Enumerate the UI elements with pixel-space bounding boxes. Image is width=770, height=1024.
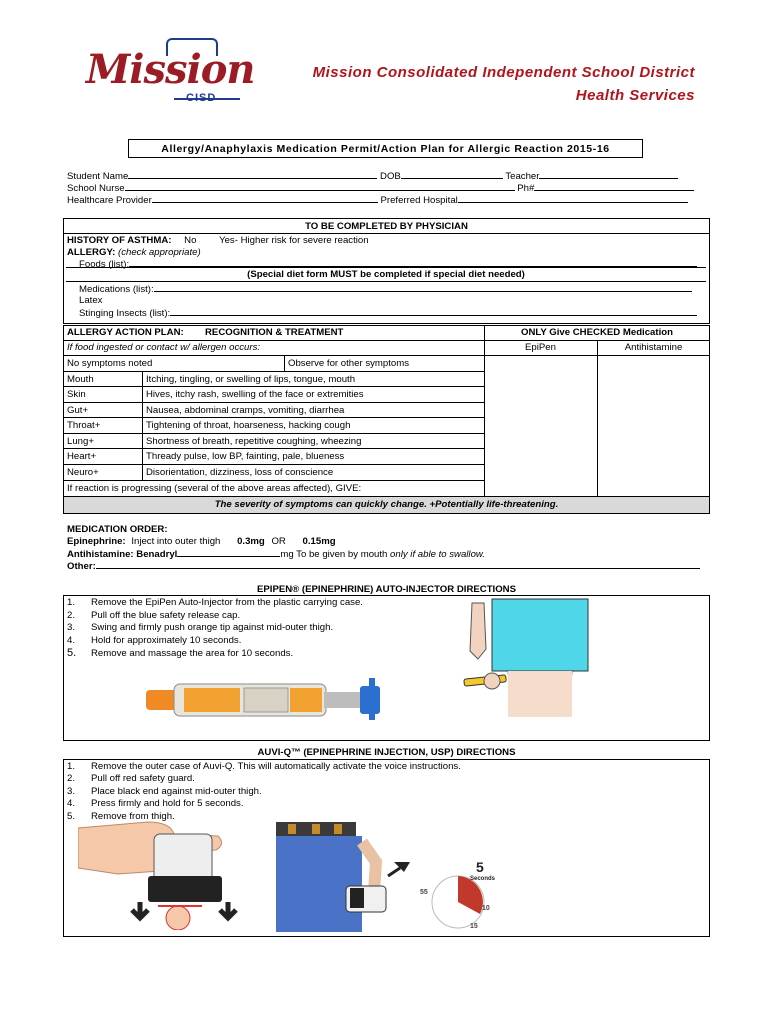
epipen-step: 1. Remove the EpiPen Auto-Injector from the plastic carrying case. bbox=[67, 597, 363, 608]
mission-cisd-logo bbox=[82, 36, 255, 108]
teacher-field[interactable] bbox=[539, 170, 678, 179]
action-plan-label: ALLERGY ACTION PLAN: bbox=[67, 327, 184, 338]
symptom-area: Neuro+ bbox=[67, 467, 99, 478]
symptom-description: Nausea, abdominal cramps, vomiting, diarrhea bbox=[146, 405, 345, 416]
symptom-description: Tightening of throat, hoarseness, hacking cough bbox=[146, 420, 351, 431]
table-divider bbox=[142, 371, 143, 480]
epipen-heading: EPIPEN® (EPINEPHRINE) AUTO-INJECTOR DIRECTIONS bbox=[256, 584, 517, 595]
timer-five: 5 bbox=[476, 859, 484, 875]
symptom-description: Hives, itchy rash, swelling of the face or extremities bbox=[146, 389, 364, 400]
asthma-yes-option[interactable]: Yes- Higher risk for severe reaction bbox=[219, 235, 369, 246]
student-name-label: Student Name bbox=[67, 171, 129, 182]
department-name: Health Services bbox=[575, 87, 695, 104]
timer-55: 55 bbox=[420, 889, 428, 896]
symptom-description: Shortness of breath, repetitive coughing, wheezing bbox=[146, 436, 362, 447]
student-name-field[interactable] bbox=[128, 170, 377, 179]
hospital-field[interactable] bbox=[458, 194, 688, 203]
antihistamine-row bbox=[67, 548, 485, 560]
severity-warning: The severity of symptoms can quickly change. +Potentially life-threatening. bbox=[214, 499, 559, 510]
auviq-heading: AUVI-Q™ (EPINEPHRINE INJECTION, USP) DIRECTIONS bbox=[257, 747, 516, 758]
antihistamine-label: Antihistamine: Benadryl bbox=[67, 549, 178, 560]
epipen-column-label: EpiPen bbox=[525, 342, 556, 353]
auviq-step: 1. Remove the outer case of Auvi-Q. This will automatically activate the voice instructions. bbox=[67, 761, 461, 772]
provider-label: Healthcare Provider bbox=[67, 195, 152, 206]
special-diet-note: (Special diet form MUST be completed if special diet needed) bbox=[66, 267, 706, 282]
epinephrine-row bbox=[67, 536, 336, 547]
recognition-label: RECOGNITION & TREATMENT bbox=[205, 327, 344, 338]
form-title: Allergy/Anaphylaxis Medication Permit/Action Plan for Allergic Reaction 2015-16 bbox=[128, 139, 643, 158]
phone-field[interactable] bbox=[534, 182, 694, 191]
auviq-timer-image bbox=[418, 858, 498, 932]
insects-row bbox=[79, 307, 697, 319]
foods-label: Foods (list): bbox=[79, 259, 130, 270]
dose-option-015[interactable]: 0.15mg bbox=[302, 536, 336, 547]
asthma-no-option[interactable]: No bbox=[184, 235, 197, 246]
no-symptoms-label: No symptoms noted bbox=[67, 358, 153, 369]
allergy-row bbox=[67, 247, 201, 258]
antihistamine-column-label: Antihistamine bbox=[624, 342, 683, 353]
asthma-row bbox=[67, 235, 369, 246]
school-nurse-label: School Nurse bbox=[67, 183, 125, 194]
latex-option[interactable]: Latex bbox=[79, 295, 103, 306]
epipen-device-image bbox=[144, 670, 384, 728]
insects-field[interactable] bbox=[170, 307, 697, 316]
epipen-steps bbox=[67, 597, 363, 661]
epipen-step: 5. Remove and massage the area for 10 seconds. bbox=[67, 647, 294, 659]
auviq-leg-image bbox=[276, 822, 416, 932]
medications-row bbox=[79, 283, 692, 295]
observe-label: Observe for other symptoms bbox=[288, 358, 410, 369]
progressing-label: If reaction is progressing (several of the above areas affected), GIVE: bbox=[67, 483, 362, 494]
dose-option-03[interactable]: 0.3mg bbox=[237, 536, 265, 547]
symptom-area: Throat+ bbox=[67, 420, 101, 431]
symptom-area: Skin bbox=[67, 389, 86, 400]
if-food-label: If food ingested or contact w/ allergen occurs: bbox=[67, 342, 261, 353]
auviq-steps bbox=[67, 761, 461, 823]
epipen-step: 4. Hold for approximately 10 seconds. bbox=[67, 634, 242, 646]
timer-15: 15 bbox=[470, 923, 478, 930]
other-field[interactable] bbox=[96, 560, 700, 569]
epipen-step: 3. Swing and firmly push orange tip against mid-outer thigh. bbox=[67, 622, 334, 633]
epipen-thigh-image bbox=[456, 597, 606, 717]
logo-wordmark: Mission bbox=[86, 46, 255, 93]
student-row bbox=[67, 170, 678, 182]
foods-field[interactable] bbox=[129, 258, 697, 267]
medication-order-heading: MEDICATION ORDER: bbox=[67, 524, 168, 535]
table-divider bbox=[284, 355, 285, 371]
school-nurse-field[interactable] bbox=[125, 182, 515, 191]
medications-label: Medications (list): bbox=[79, 284, 154, 295]
symptom-area: Lung+ bbox=[67, 436, 94, 447]
allergy-note: (check appropriate) bbox=[118, 247, 201, 258]
table-divider bbox=[597, 340, 598, 496]
teacher-label: Teacher bbox=[505, 171, 540, 182]
timer-10: 10 bbox=[482, 905, 490, 912]
auviq-step: 3. Place black end against mid-outer thigh. bbox=[67, 785, 262, 797]
symptom-area: Gut+ bbox=[67, 405, 89, 416]
symptom-description: Thready pulse, low BP, fainting, pale, blueness bbox=[146, 451, 345, 462]
allergy-label: ALLERGY: bbox=[67, 247, 116, 258]
symptom-area: Heart+ bbox=[67, 451, 97, 462]
auviq-step: 4. Press firmly and hold for 5 seconds. bbox=[67, 798, 244, 810]
provider-field[interactable] bbox=[152, 194, 378, 203]
other-row bbox=[67, 560, 700, 572]
antihistamine-text: mg To be given by mouth bbox=[280, 549, 388, 560]
epinephrine-label: Epinephrine: bbox=[67, 536, 126, 547]
symptom-description: Itching, tingling, or swelling of lips, tongue, mouth bbox=[146, 374, 356, 385]
medications-field[interactable] bbox=[154, 283, 692, 292]
dose-or: OR bbox=[271, 536, 286, 547]
phone-label: Ph# bbox=[517, 183, 535, 194]
auviq-step: 2. Pull off red safety guard. bbox=[67, 773, 195, 785]
auviq-step: 5. Remove from thigh. bbox=[67, 810, 175, 822]
symptom-description: Disorientation, dizziness, loss of conscience bbox=[146, 467, 334, 478]
symptom-area: Mouth bbox=[67, 374, 94, 385]
dob-label: DOB bbox=[380, 171, 401, 182]
checked-medication-label: ONLY Give CHECKED Medication bbox=[521, 327, 673, 338]
timer-seconds-label: Seconds bbox=[470, 876, 496, 882]
other-label: Other: bbox=[67, 561, 96, 572]
insects-label: Stinging Insects (list): bbox=[79, 308, 171, 319]
dob-field[interactable] bbox=[401, 170, 503, 179]
antihistamine-note: only if able to swallow. bbox=[390, 549, 485, 560]
physician-heading: TO BE COMPLETED BY PHYSICIAN bbox=[63, 218, 710, 234]
logo-cisd: CISD bbox=[186, 92, 217, 104]
district-name: Mission Consolidated Independent School District bbox=[312, 64, 695, 81]
nurse-row bbox=[67, 182, 694, 194]
asthma-label: HISTORY OF ASTHMA: bbox=[67, 235, 172, 246]
auviq-hand-image bbox=[78, 818, 258, 930]
epinephrine-text: Inject into outer thigh bbox=[131, 536, 221, 547]
hospital-label: Preferred Hospital bbox=[380, 195, 458, 206]
provider-row bbox=[67, 194, 688, 206]
epipen-step: 2. Pull off the blue safety release cap. bbox=[67, 609, 241, 621]
benadryl-dose-field[interactable] bbox=[177, 548, 280, 557]
